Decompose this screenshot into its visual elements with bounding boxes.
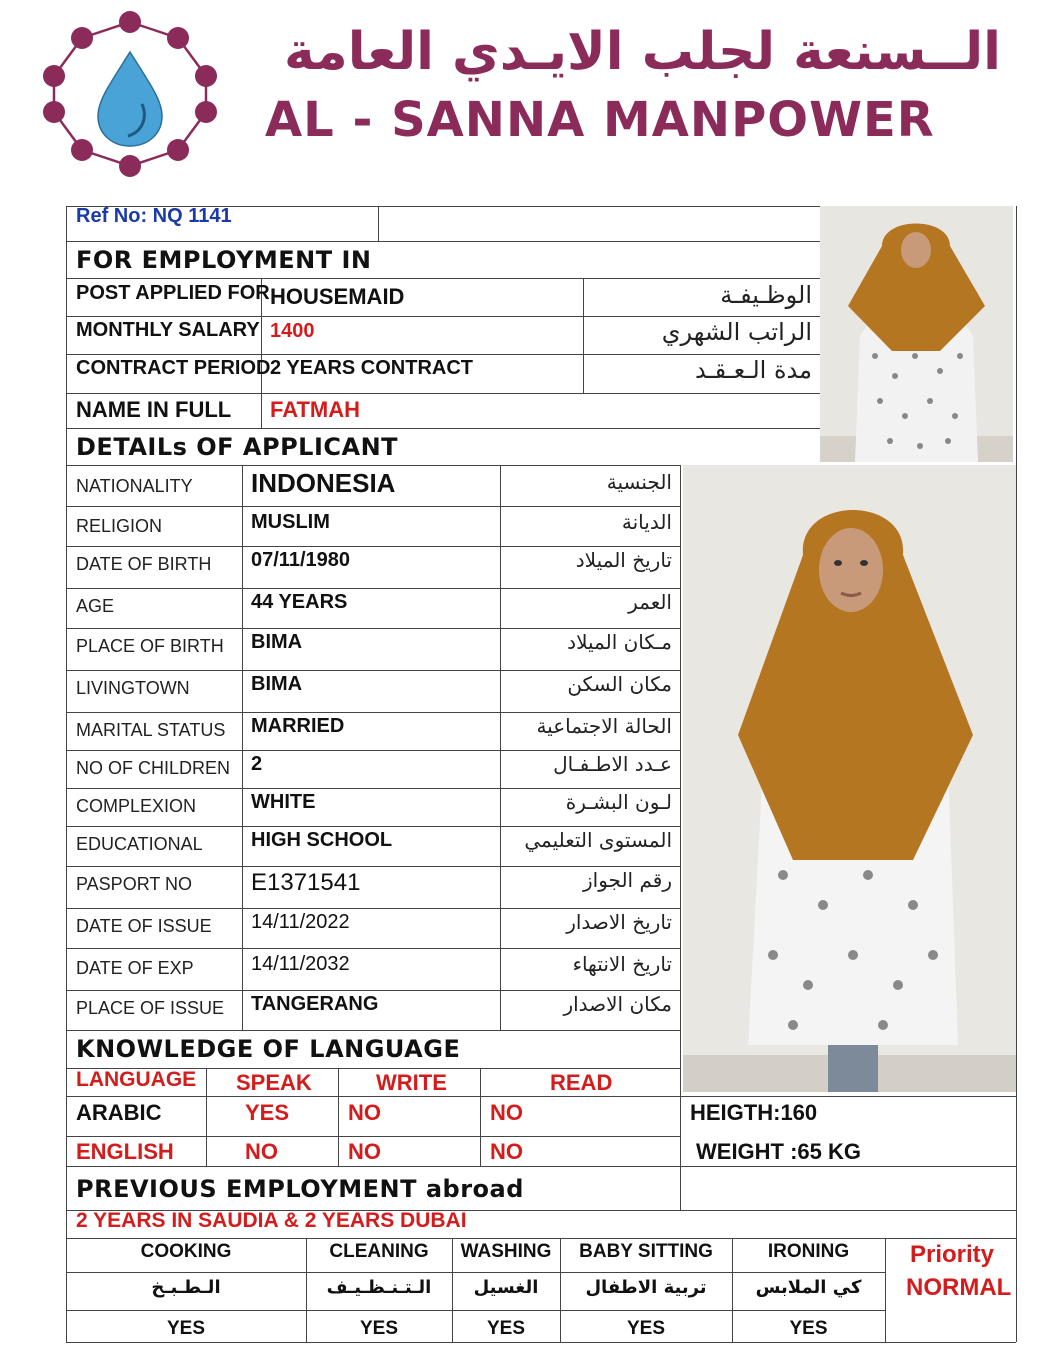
priority-label: Priority: [910, 1241, 995, 1268]
detail-label-ar: عـدد الاطـفـال: [553, 752, 672, 776]
details-heading: DETAILs OF APPLICANT: [76, 433, 399, 461]
skill-name: IRONING: [767, 1241, 850, 1262]
detail-label-ar: الديانة: [621, 510, 672, 534]
detail-label: EDUCATIONAL: [76, 834, 203, 854]
contract-period-label-ar: مدة الـعـقـد: [694, 356, 812, 384]
full-name-value: FATMAH: [270, 397, 361, 422]
arabic-speak: YES: [245, 1100, 290, 1125]
skill-value: YES: [359, 1318, 399, 1339]
detail-value: MUSLIM: [251, 511, 330, 533]
previous-employment-heading: PREVIOUS EMPLOYMENT abroad: [76, 1175, 524, 1203]
detail-value: 44 YEARS: [251, 591, 348, 613]
skill-name: COOKING: [140, 1241, 232, 1262]
language-header: LANGUAGE: [76, 1068, 197, 1091]
detail-value: 14/11/2032: [251, 953, 350, 975]
detail-value: WHITE: [251, 791, 316, 813]
skill-name: BABY SITTING: [579, 1241, 713, 1262]
applicant-photo-large: [683, 465, 1017, 1092]
detail-value: BIMA: [251, 673, 303, 695]
skill-value: YES: [486, 1318, 526, 1339]
contract-period-value: 2 YEARS CONTRACT: [270, 357, 473, 379]
priority-value: NORMAL: [906, 1274, 1012, 1301]
detail-value: INDONESIA: [251, 468, 396, 498]
detail-value: HIGH SCHOOL: [251, 829, 393, 851]
detail-label: PASPORT NO: [76, 874, 193, 894]
full-name-label: NAME IN FULL: [76, 397, 232, 422]
post-applied-label-ar: الوظـيفـة: [720, 281, 812, 309]
detail-label: LIVINGTOWN: [76, 678, 190, 698]
skill-name-ar: الـتـنـظـيـف: [326, 1277, 432, 1298]
detail-label: COMPLEXION: [76, 796, 197, 816]
skill-name-ar: كي الملابس: [755, 1277, 862, 1298]
detail-value: 14/11/2022: [251, 911, 350, 933]
detail-label-ar: رقم الجواز: [583, 868, 672, 892]
detail-label-ar: الجنسية: [606, 470, 672, 494]
detail-label-ar: مكان الاصدار: [563, 992, 672, 1016]
reference-number: Ref No: NQ 1141: [76, 205, 232, 227]
skill-name-ar: الـطـبـخ: [151, 1277, 221, 1298]
contract-period-label: CONTRACT PERIOD: [76, 357, 271, 379]
write-header: WRITE: [376, 1070, 447, 1095]
english-speak: NO: [245, 1139, 278, 1164]
detail-label-ar: العمر: [628, 590, 672, 614]
detail-value: E1371541: [251, 869, 361, 896]
detail-label-ar: مكان السكن: [567, 672, 672, 696]
detail-label: AGE: [76, 596, 115, 616]
detail-value: 2: [251, 753, 263, 775]
detail-label: PLACE OF BIRTH: [76, 636, 224, 656]
english-write: NO: [348, 1139, 381, 1164]
speak-header: SPEAK: [236, 1070, 312, 1095]
language-heading: KNOWLEDGE OF LANGUAGE: [76, 1035, 461, 1063]
detail-label: NO OF CHILDREN: [76, 758, 231, 778]
previous-employment-value: 2 YEARS IN SAUDIA & 2 YEARS DUBAI: [76, 1209, 467, 1232]
read-header: READ: [550, 1070, 613, 1095]
language-arabic: ARABIC: [76, 1100, 162, 1125]
skill-name-ar: تربية الاطفال: [585, 1277, 707, 1298]
applicant-photo-small: [820, 206, 1013, 462]
detail-label-ar: تاريخ الانتهاء: [572, 952, 672, 976]
detail-label: DATE OF ISSUE: [76, 916, 212, 936]
weight-value: WEIGHT :65 KG: [696, 1139, 862, 1164]
detail-label: NATIONALITY: [76, 476, 193, 496]
detail-label-ar: تاريخ الاصدار: [566, 910, 672, 934]
monthly-salary-label: MONTHLY SALARY: [76, 319, 260, 341]
detail-value: MARRIED: [251, 715, 345, 737]
detail-value: TANGERANG: [251, 993, 379, 1015]
post-applied-value: HOUSEMAID: [270, 284, 405, 309]
arabic-write: NO: [348, 1100, 381, 1125]
monthly-salary-label-ar: الراتب الشهري: [661, 318, 812, 346]
detail-label: PLACE OF ISSUE: [76, 998, 225, 1018]
detail-label: RELIGION: [76, 516, 163, 536]
skill-value: YES: [166, 1318, 206, 1339]
skill-name: WASHING: [460, 1241, 552, 1262]
employment-heading: FOR EMPLOYMENT IN: [76, 246, 372, 274]
letterhead: [0, 0, 1056, 195]
detail-label-ar: لـون البشـرة: [565, 790, 672, 814]
english-read: NO: [490, 1139, 523, 1164]
skill-name: CLEANING: [329, 1241, 429, 1262]
company-name-arabic: الــسنعة لجلب الايـدي العامة: [283, 22, 1001, 82]
detail-label-ar: تاريخ الميلاد: [575, 548, 672, 572]
company-name-english: AL - SANNA MANPOWER: [265, 92, 935, 148]
detail-label: DATE OF BIRTH: [76, 554, 212, 574]
detail-value: 07/11/1980: [251, 549, 350, 571]
detail-value: BIMA: [251, 631, 303, 653]
post-applied-label: POST APPLIED FOR: [76, 282, 270, 304]
height-value: HEIGTH:160: [690, 1100, 818, 1125]
detail-label: DATE OF EXP: [76, 958, 194, 978]
detail-label-ar: المستوى التعليمي: [524, 828, 672, 852]
detail-label-ar: مـكان الميلاد: [567, 630, 672, 654]
language-english: ENGLISH: [76, 1139, 174, 1164]
skill-name-ar: الغسيل: [473, 1277, 539, 1298]
arabic-read: NO: [490, 1100, 523, 1125]
skill-value: YES: [789, 1318, 828, 1339]
detail-label: MARITAL STATUS: [76, 720, 226, 740]
monthly-salary-value: 1400: [270, 320, 315, 342]
water-drop-ring-icon: [30, 8, 230, 178]
detail-label-ar: الحالة الاجتماعية: [536, 714, 672, 738]
skill-value: YES: [626, 1318, 666, 1339]
